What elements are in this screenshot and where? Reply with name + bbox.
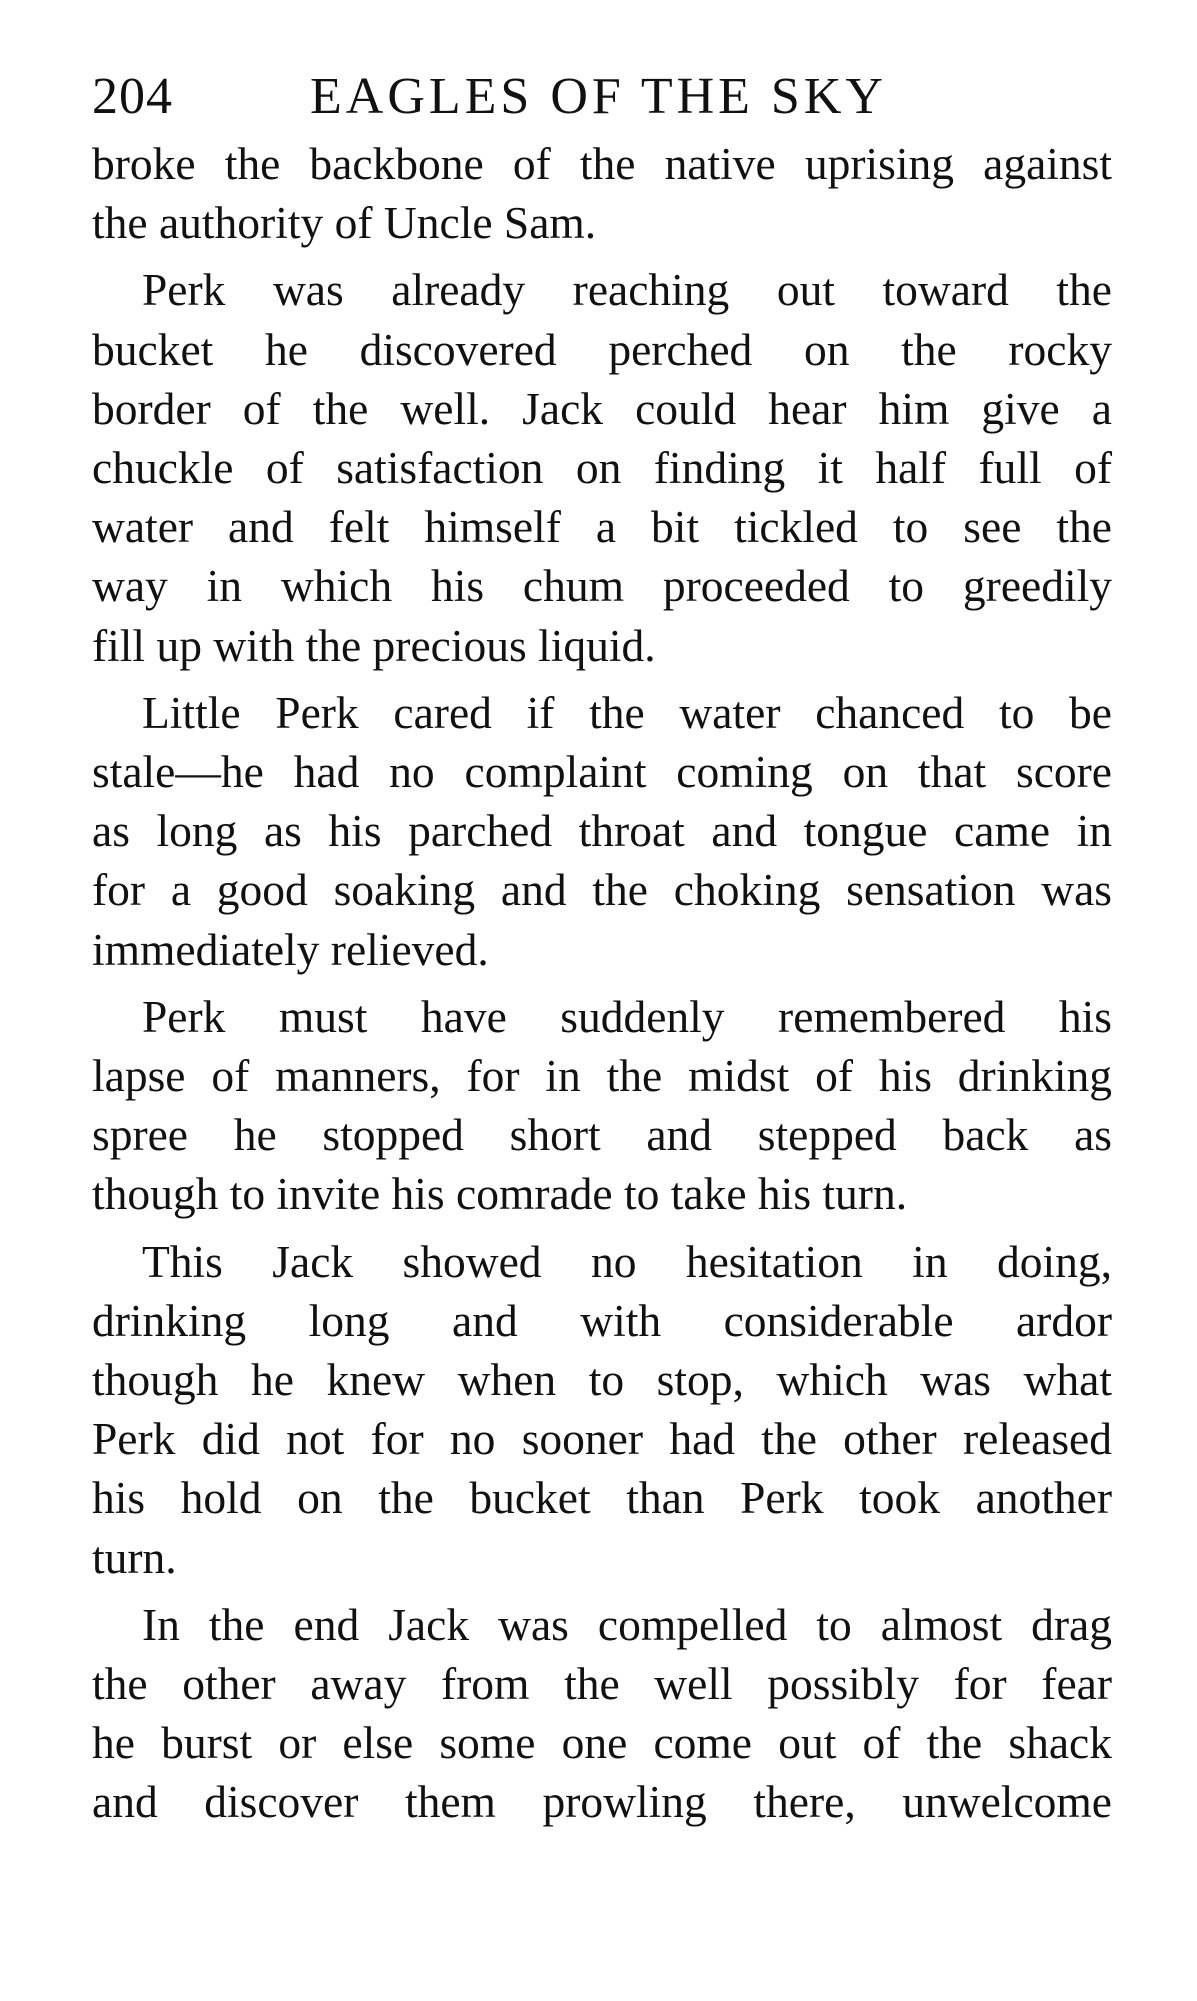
text-line: though he knew when to stop, which was what bbox=[92, 1354, 1112, 1406]
paragraph bbox=[92, 260, 1112, 674]
paragraph bbox=[92, 1595, 1112, 1832]
text-line: This Jack showed no hesitation in doing, bbox=[142, 1235, 1112, 1287]
paragraph bbox=[92, 683, 1112, 979]
text-line: the other away from the well possibly for fear bbox=[92, 1658, 1112, 1710]
text-line: fill up with the precious liquid. bbox=[92, 619, 656, 671]
paragraph bbox=[92, 1232, 1112, 1587]
text-line: immediately relieved. bbox=[92, 923, 489, 975]
text-line: chuckle of satisfaction on finding it half full of bbox=[92, 442, 1112, 494]
text-line: and discover them prowling there, unwelcome bbox=[92, 1776, 1112, 1828]
text-line: Little Perk cared if the water chanced to be bbox=[142, 686, 1112, 738]
text-line: border of the well. Jack could hear him give a bbox=[92, 382, 1112, 434]
body-text bbox=[92, 134, 1112, 1832]
text-line: Perk was already reaching out toward the bbox=[142, 264, 1112, 316]
book-page bbox=[92, 64, 1112, 1840]
text-line: Perk must have suddenly remembered his bbox=[142, 990, 1112, 1042]
page-header bbox=[92, 64, 1112, 130]
text-line: drinking long and with considerable ardor bbox=[92, 1294, 1112, 1346]
text-line: the authority of Uncle Sam. bbox=[92, 197, 597, 249]
running-title: EAGLES OF THE SKY bbox=[310, 68, 887, 125]
text-line: he burst or else some one come out of the shack bbox=[92, 1717, 1112, 1769]
page-number: 204 bbox=[92, 68, 173, 125]
paragraph bbox=[92, 134, 1112, 252]
text-line: bucket he discovered perched on the rocky bbox=[92, 323, 1112, 375]
text-line: water and felt himself a bit tickled to see the bbox=[92, 501, 1112, 553]
text-line: In the end Jack was compelled to almost drag bbox=[142, 1598, 1112, 1650]
text-line: stale—he had no complaint coming on that score bbox=[92, 746, 1112, 798]
text-line: as long as his parched throat and tongue came in bbox=[92, 805, 1112, 857]
text-line: lapse of manners, for in the midst of his drinking bbox=[92, 1050, 1112, 1102]
text-line: though to invite his comrade to take his turn. bbox=[92, 1168, 908, 1220]
text-line: turn. bbox=[92, 1531, 177, 1583]
text-line: for a good soaking and the choking sensation was bbox=[92, 864, 1112, 916]
paragraph bbox=[92, 987, 1112, 1224]
text-line: way in which his chum proceeded to greedily bbox=[92, 560, 1112, 612]
text-line: spree he stopped short and stepped back as bbox=[92, 1109, 1112, 1161]
text-line: his hold on the bucket than Perk took another bbox=[92, 1472, 1112, 1524]
text-line: broke the backbone of the native uprising against bbox=[92, 138, 1112, 189]
text-line: Perk did not for no sooner had the other released bbox=[92, 1413, 1112, 1465]
